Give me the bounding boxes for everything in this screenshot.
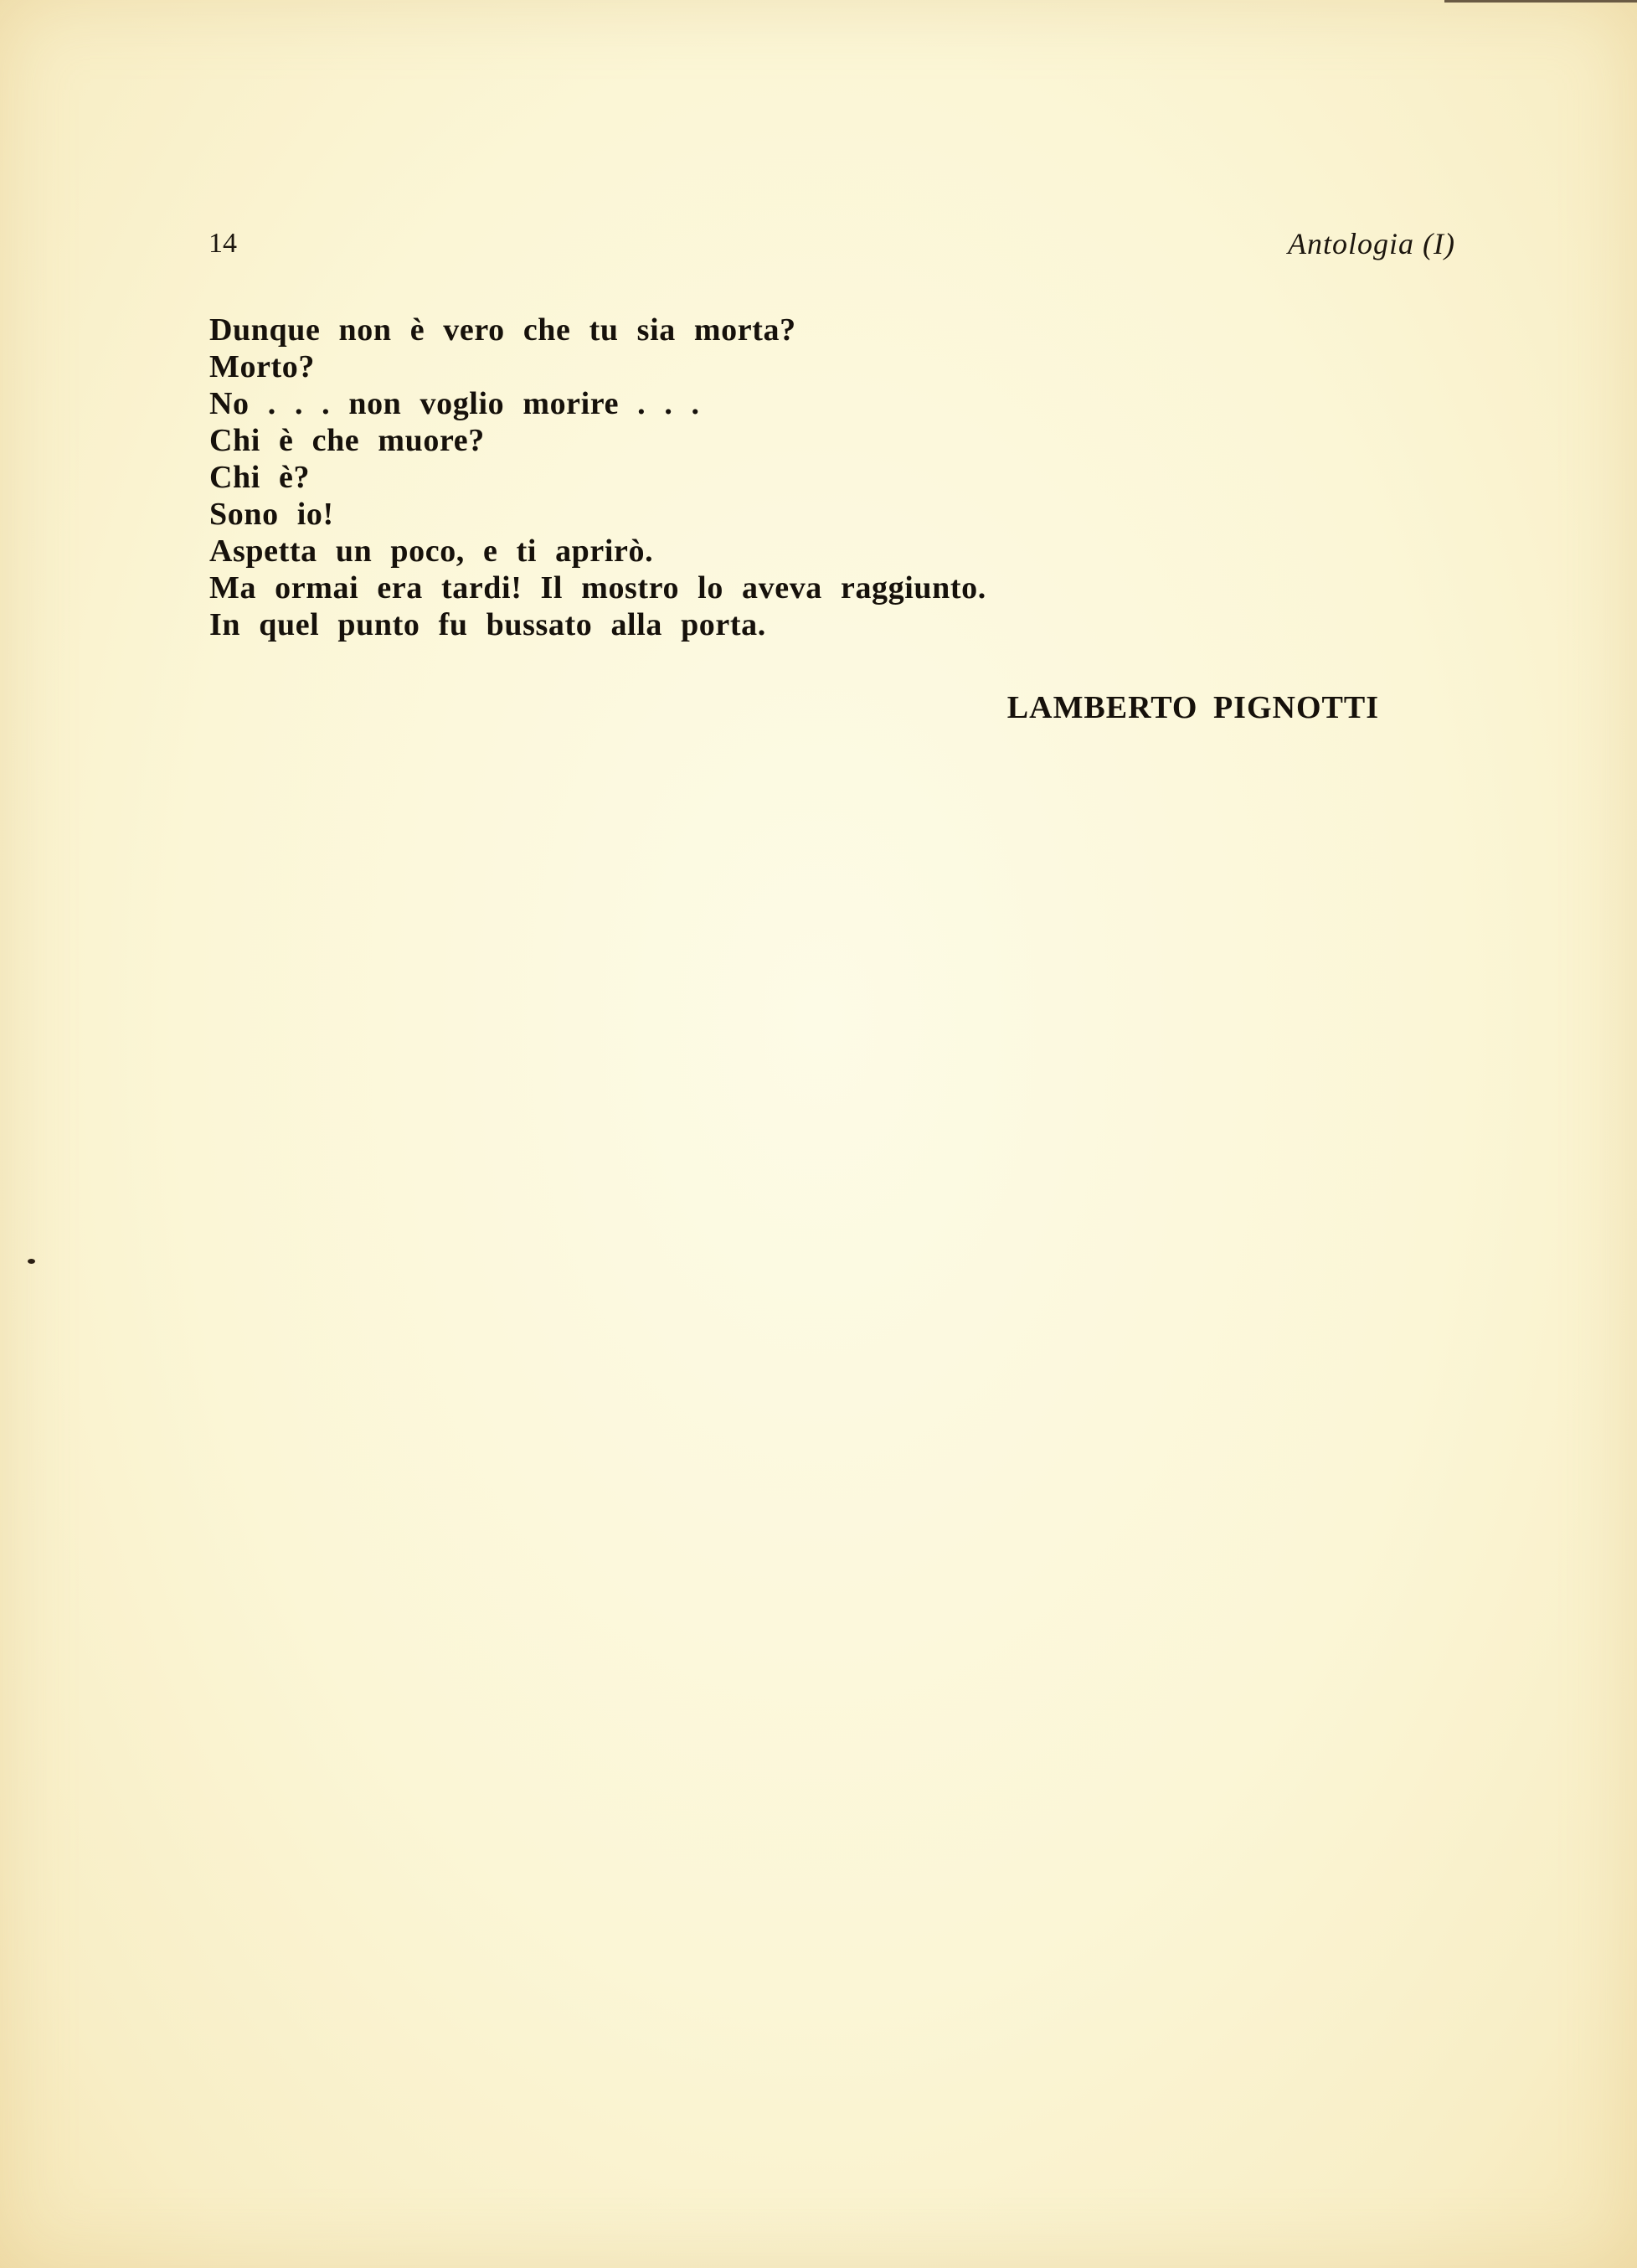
poem-line: Aspetta un poco, e ti aprirò.	[209, 533, 654, 569]
author-signature: LAMBERTO PIGNOTTI	[1006, 690, 1379, 725]
poem-line: Sono io!	[209, 497, 334, 532]
poem-line: Chi è che muore?	[209, 423, 485, 458]
scan-edge-mark	[1444, 0, 1637, 3]
poem-line: Ma ormai era tardi! Il mostro lo aveva raggiunto.	[209, 570, 986, 606]
running-head: Antologia (I)	[1288, 227, 1455, 260]
poem-text	[209, 312, 1298, 643]
poem-line: In quel punto fu bussato alla porta.	[209, 607, 766, 642]
ink-speck	[28, 1259, 35, 1264]
poem-line: Dunque non è vero che tu sia morta?	[209, 312, 796, 348]
poem-line: Morto?	[209, 349, 315, 384]
page-number: 14	[208, 228, 237, 259]
poem-line: No . . . non voglio morire . . .	[209, 386, 700, 421]
poem-line: Chi è?	[209, 460, 311, 495]
